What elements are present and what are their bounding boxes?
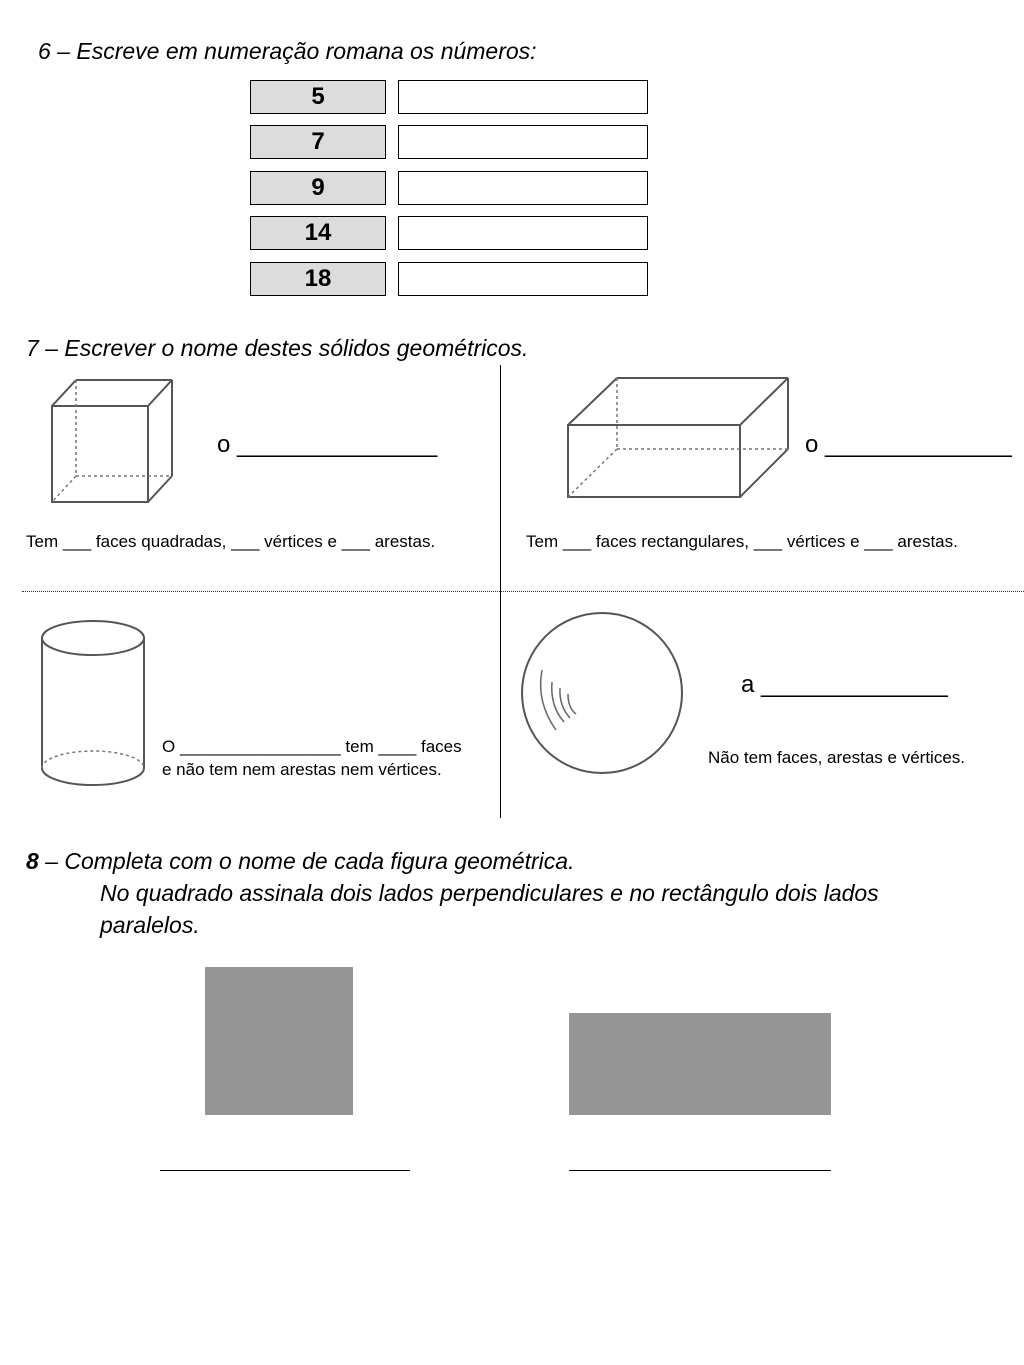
square-shape[interactable] bbox=[205, 967, 353, 1115]
cube-icon bbox=[48, 376, 178, 506]
dotted-divider bbox=[22, 591, 1024, 592]
answer-box-9[interactable] bbox=[398, 171, 648, 205]
q8-title-text: – Completa com o nome de cada figura geométrica. bbox=[38, 848, 575, 874]
prism-sentence: Tem ___ faces rectangulares, ___ vértices e ___ arestas. bbox=[526, 532, 958, 551]
q8-instruction-line1: No quadrado assinala dois lados perpendiculares e no rectângulo dois lados bbox=[100, 880, 879, 906]
rectangle-shape[interactable] bbox=[569, 1013, 831, 1115]
sphere-sentence: Não tem faces, arestas e vértices. bbox=[708, 748, 965, 767]
q8-instruction-line2: paralelos. bbox=[100, 912, 200, 938]
number-cell-9: 9 bbox=[250, 171, 386, 205]
sphere-icon bbox=[518, 610, 688, 778]
prism-name-blank[interactable]: o ______________ bbox=[805, 431, 1012, 458]
q6-title: 6 – Escreve em numeração romana os números: bbox=[38, 38, 537, 64]
answer-box-7[interactable] bbox=[398, 125, 648, 159]
number-cell-18: 18 bbox=[250, 262, 386, 296]
answer-box-5[interactable] bbox=[398, 80, 648, 114]
prism-icon bbox=[565, 375, 793, 501]
sphere-name-blank[interactable]: a ______________ bbox=[741, 671, 948, 698]
number-cell-14: 14 bbox=[250, 216, 386, 250]
number-cell-5: 5 bbox=[250, 80, 386, 114]
q8-title bbox=[26, 848, 574, 875]
cube-sentence: Tem ___ faces quadradas, ___ vértices e ___ arestas. bbox=[26, 532, 436, 551]
q8-number: 8 bbox=[26, 848, 39, 874]
cylinder-line2: e não tem nem arestas nem vértices. bbox=[162, 760, 442, 779]
answer-box-18[interactable] bbox=[398, 262, 648, 296]
cylinder-icon bbox=[38, 618, 148, 790]
q7-title: 7 – Escrever o nome destes sólidos geométricos. bbox=[26, 335, 529, 361]
square-name-line[interactable] bbox=[160, 1170, 410, 1171]
rectangle-name-line[interactable] bbox=[569, 1170, 831, 1171]
cylinder-line1: O _________________ tem ____ faces bbox=[162, 737, 462, 756]
cube-name-blank[interactable]: o _______________ bbox=[217, 431, 438, 458]
answer-box-14[interactable] bbox=[398, 216, 648, 250]
number-cell-7: 7 bbox=[250, 125, 386, 159]
